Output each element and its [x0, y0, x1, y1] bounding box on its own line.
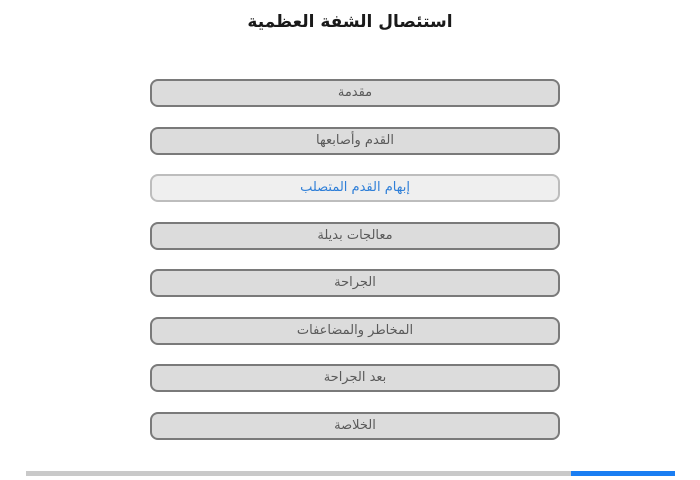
menu-item-alternative-treatments[interactable]: معالجات بديلة	[150, 222, 560, 250]
progress-bar	[26, 471, 675, 476]
page-title: استئصال الشفة العظمية	[247, 12, 453, 32]
menu-item-summary[interactable]: الخلاصة	[150, 412, 560, 440]
menu-item-introduction[interactable]: مقدمة	[150, 79, 560, 107]
menu-item-foot-and-toes[interactable]: القدم وأصابعها	[150, 127, 560, 155]
menu-item-hallux-rigidus[interactable]: إبهام القدم المتصلب	[150, 174, 560, 202]
menu-item-risks-and-complications[interactable]: المخاطر والمضاعفات	[150, 317, 560, 345]
chapter-menu	[150, 79, 560, 459]
menu-item-after-surgery[interactable]: بعد الجراحة	[150, 364, 560, 392]
menu-item-surgery[interactable]: الجراحة	[150, 269, 560, 297]
progress-bar-fill	[571, 471, 675, 476]
